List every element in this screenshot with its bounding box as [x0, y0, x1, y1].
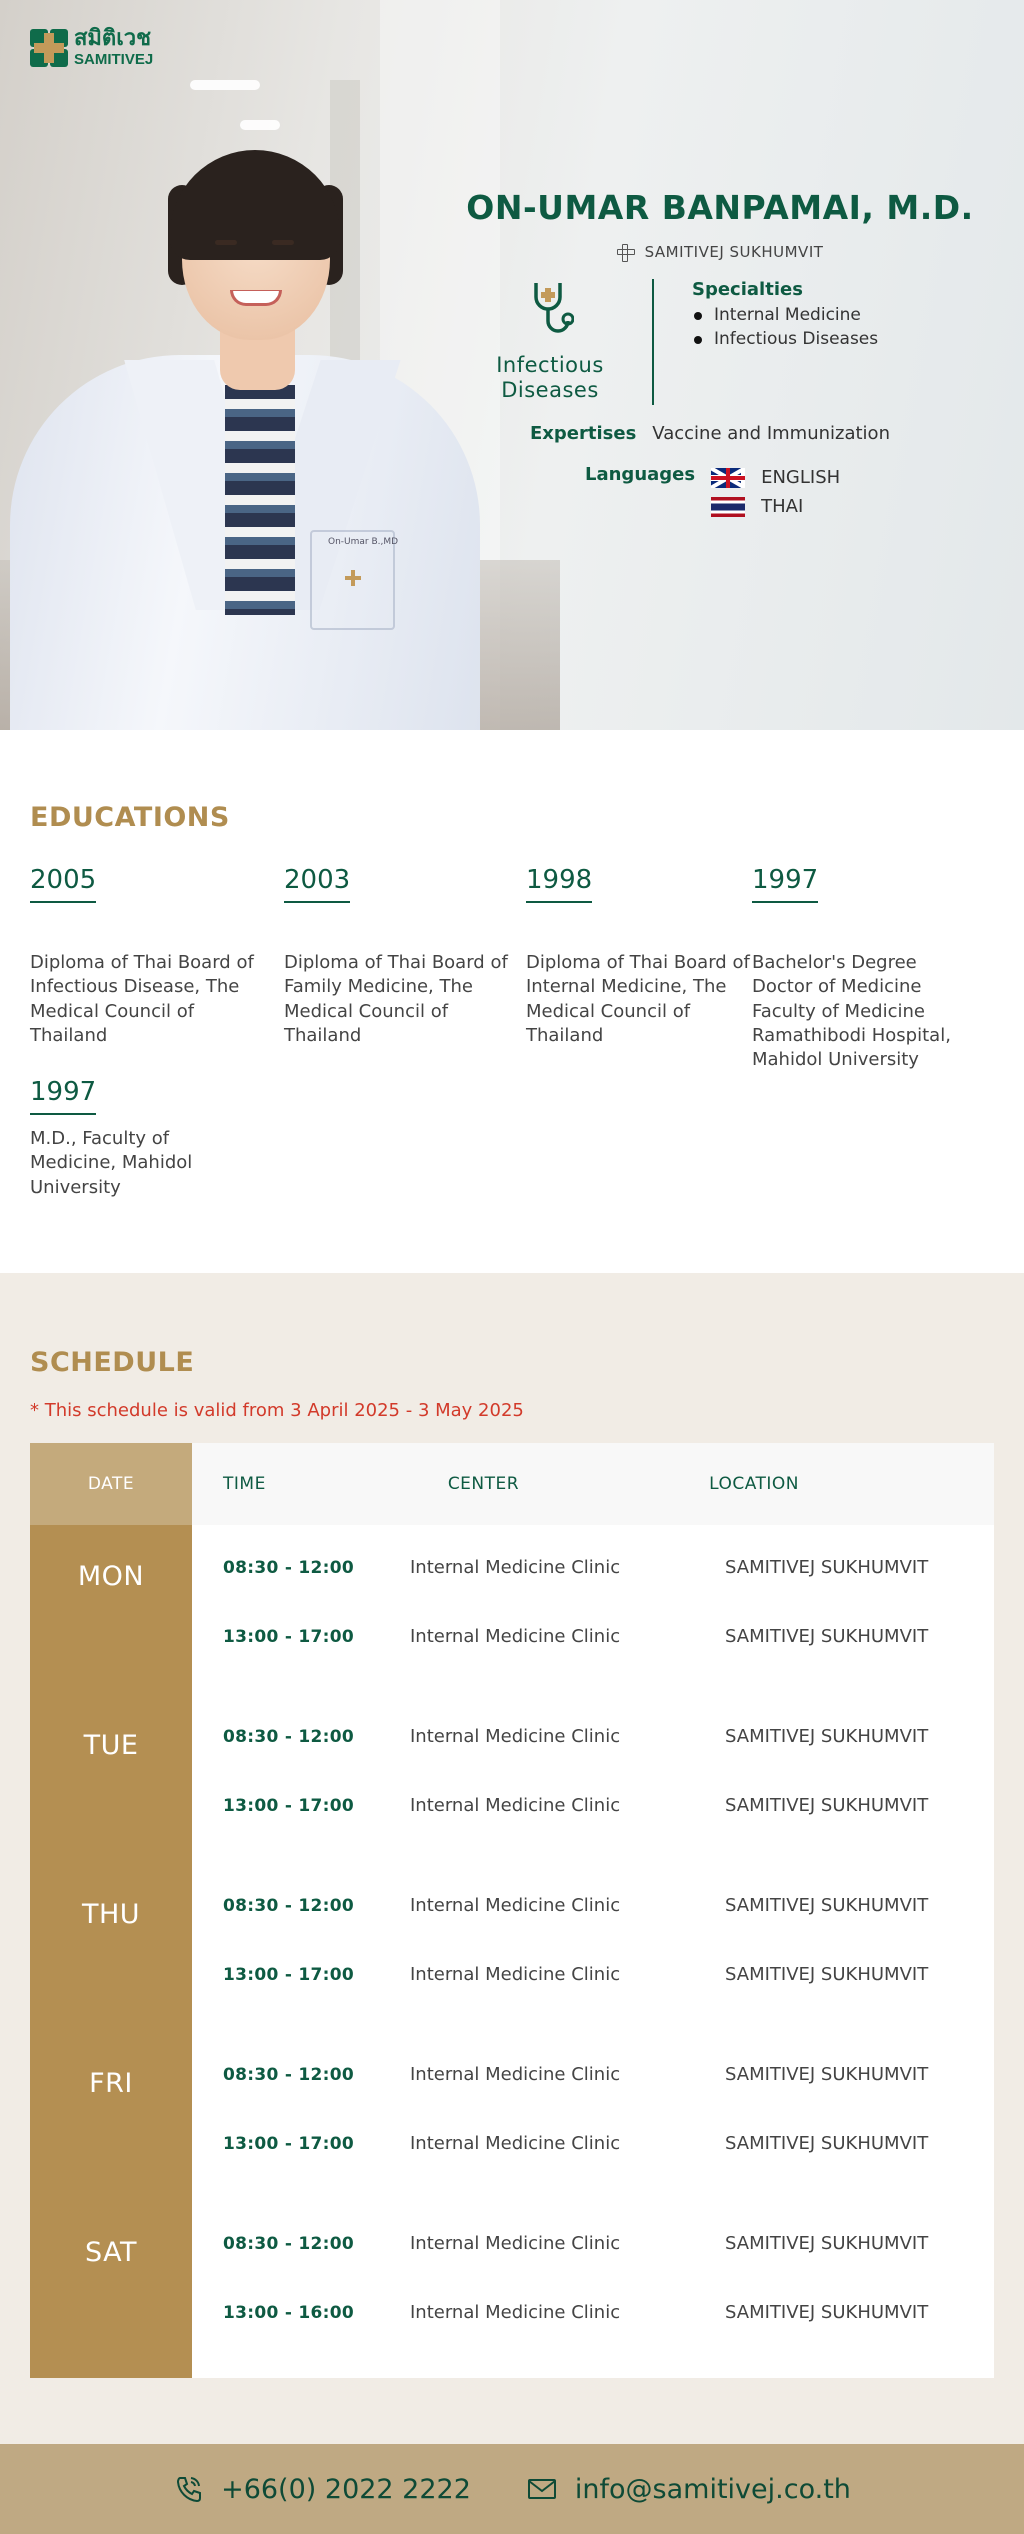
doctor-info [440, 188, 1000, 522]
phone-icon [173, 2474, 203, 2504]
slot-time: 08:30 - 12:00 [223, 2233, 355, 2254]
slot-location: SAMITIVEJ SUKHUMVIT [725, 2064, 929, 2085]
slot-time: 08:30 - 12:00 [223, 1557, 355, 1578]
specialty-box [480, 279, 1000, 405]
contact-footer [0, 2444, 1024, 2534]
specialty-divider [652, 279, 654, 405]
slot-center: Internal Medicine Clinic [410, 2233, 621, 2254]
envelope-icon [527, 2477, 557, 2501]
column-header-date: DATE [30, 1443, 192, 1525]
table-row [192, 1871, 994, 1940]
doctor-hero [0, 0, 1024, 730]
slot-time: 08:30 - 12:00 [223, 2064, 355, 2085]
specialty-item: Internal Medicine [692, 304, 878, 328]
language-item: THAI [761, 495, 804, 517]
day-label: MON [77, 1561, 145, 1592]
slot-location: SAMITIVEJ SUKHUMVIT [725, 1964, 929, 1985]
schedule-table-body [30, 1525, 994, 2378]
slot-location: SAMITIVEJ SUKHUMVIT [725, 1557, 929, 1578]
education-item [30, 1077, 230, 1200]
thai-flag-icon [711, 497, 745, 517]
coat-name-badge: On-Umar B.,MD [328, 537, 399, 547]
ceiling-light [190, 80, 260, 90]
schedule-table [30, 1443, 994, 2378]
email-address[interactable]: info@samitivej.co.th [574, 2473, 851, 2505]
slot-center: Internal Medicine Clinic [410, 2064, 621, 2085]
expertise-label: Expertises [530, 423, 637, 444]
table-row [192, 2278, 994, 2347]
slot-center: Internal Medicine Clinic [410, 1964, 621, 1985]
slot-location: SAMITIVEJ SUKHUMVIT [725, 2302, 929, 2323]
ceiling-light [240, 120, 280, 130]
education-year: 1998 [526, 865, 592, 903]
education-description: Diploma of Thai Board of Family Medicine, The Medical Council of Thailand [284, 952, 508, 1046]
slot-time: 13:00 - 17:00 [223, 2133, 355, 2154]
slot-time: 13:00 - 17:00 [223, 1795, 355, 1816]
slot-location: SAMITIVEJ SUKHUMVIT [725, 2233, 929, 2254]
day-slot-group [192, 1702, 994, 1871]
logo-mark-icon [30, 29, 68, 67]
table-row [192, 1771, 994, 1840]
education-item [526, 865, 756, 1048]
schedule-rows [192, 1525, 994, 2378]
table-row [192, 2109, 994, 2178]
hospital-name: SAMITIVEJ SUKHUMVIT [644, 243, 824, 261]
slot-time: 08:30 - 12:00 [223, 1895, 355, 1916]
slot-location: SAMITIVEJ SUKHUMVIT [725, 1726, 929, 1747]
phone-contact[interactable] [173, 2474, 471, 2505]
slot-center: Internal Medicine Clinic [410, 1726, 621, 1747]
schedule-title: SCHEDULE [30, 1347, 195, 1378]
table-row [192, 2040, 994, 2109]
email-contact[interactable] [527, 2474, 851, 2505]
day-column [30, 1525, 192, 2378]
day-slot-group [192, 1533, 994, 1702]
slot-center: Internal Medicine Clinic [410, 1557, 621, 1578]
hospital-cross-icon [617, 244, 633, 260]
slot-center: Internal Medicine Clinic [410, 1795, 621, 1816]
column-header-location: LOCATION [709, 1474, 799, 1494]
column-header-center: CENTER [447, 1474, 520, 1494]
specialty-name: Infectious Diseases [496, 353, 604, 403]
education-year: 2003 [284, 865, 350, 903]
languages-row [585, 464, 1000, 522]
doctor-photo [10, 145, 480, 730]
education-description: Bachelor's Degree Doctor of Medicine Faculty of Medicine Ramathibodi Hospital, Mahidol University [752, 952, 951, 1071]
table-row [192, 1602, 994, 1671]
slot-center: Internal Medicine Clinic [410, 1626, 621, 1647]
education-description: Diploma of Thai Board of Infectious Disease, The Medical Council of Thailand [30, 952, 254, 1046]
day-label: TUE [83, 1730, 139, 1761]
slot-location: SAMITIVEJ SUKHUMVIT [725, 1895, 929, 1916]
expertise-row [530, 423, 1000, 444]
day-slot-group [192, 1871, 994, 2040]
slot-time: 13:00 - 17:00 [223, 1626, 355, 1647]
column-header-time: TIME [223, 1474, 266, 1494]
table-row [192, 1940, 994, 2009]
language-item: ENGLISH [761, 467, 841, 488]
languages-label: Languages [585, 464, 696, 485]
education-item [752, 865, 982, 1072]
education-description: M.D., Faculty of Medicine, Mahidol University [30, 1128, 193, 1198]
day-label: FRI [89, 2068, 133, 2099]
education-year: 2005 [30, 865, 96, 903]
schedule-section [0, 1273, 1024, 2444]
specialties-list [692, 304, 878, 352]
slot-time: 08:30 - 12:00 [223, 1726, 355, 1747]
education-item [30, 865, 260, 1048]
doctor-name: ON-UMAR BANPAMAI, M.D. [466, 188, 974, 227]
educations-grid [30, 833, 994, 1213]
slot-center: Internal Medicine Clinic [410, 2133, 621, 2154]
slot-center: Internal Medicine Clinic [410, 1895, 621, 1916]
slot-time: 13:00 - 16:00 [223, 2302, 355, 2323]
slot-location: SAMITIVEJ SUKHUMVIT [725, 1626, 929, 1647]
logo-thai-text: สมิติเวช [74, 26, 152, 51]
expertise-value: Vaccine and Immunization [652, 423, 890, 444]
slot-center: Internal Medicine Clinic [410, 2302, 621, 2323]
day-label: SAT [84, 2237, 137, 2268]
educations-title: EDUCATIONS [30, 802, 230, 833]
samitivej-logo[interactable] [30, 28, 153, 67]
education-year: 1997 [752, 865, 818, 903]
uk-flag-icon [711, 468, 745, 488]
educations-section [0, 730, 1024, 1273]
schedule-validity-note: * This schedule is valid from 3 April 2025 - 3 May 2025 [30, 1400, 524, 1421]
coat-logo-icon [345, 570, 361, 586]
slot-location: SAMITIVEJ SUKHUMVIT [725, 1795, 929, 1816]
day-slot-group [192, 2040, 994, 2209]
schedule-table-header [30, 1443, 994, 1525]
stethoscope-icon [526, 279, 574, 339]
table-row [192, 2209, 994, 2278]
phone-number[interactable]: +66(0) 2022 2222 [221, 2473, 471, 2505]
slot-location: SAMITIVEJ SUKHUMVIT [725, 2133, 929, 2154]
table-row [192, 1533, 994, 1602]
education-item [284, 865, 514, 1048]
education-description: Diploma of Thai Board of Internal Medicine, The Medical Council of Thailand [526, 952, 750, 1046]
day-label: THU [81, 1899, 141, 1930]
day-slot-group [192, 2209, 994, 2378]
education-year: 1997 [30, 1077, 96, 1115]
specialty-item: Infectious Diseases [692, 328, 878, 352]
table-row [192, 1702, 994, 1771]
logo-english-text: SAMITIVEJ [74, 51, 154, 68]
specialties-title: Specialties [692, 279, 803, 300]
slot-time: 13:00 - 17:00 [223, 1964, 355, 1985]
hospital-row [440, 243, 1000, 261]
